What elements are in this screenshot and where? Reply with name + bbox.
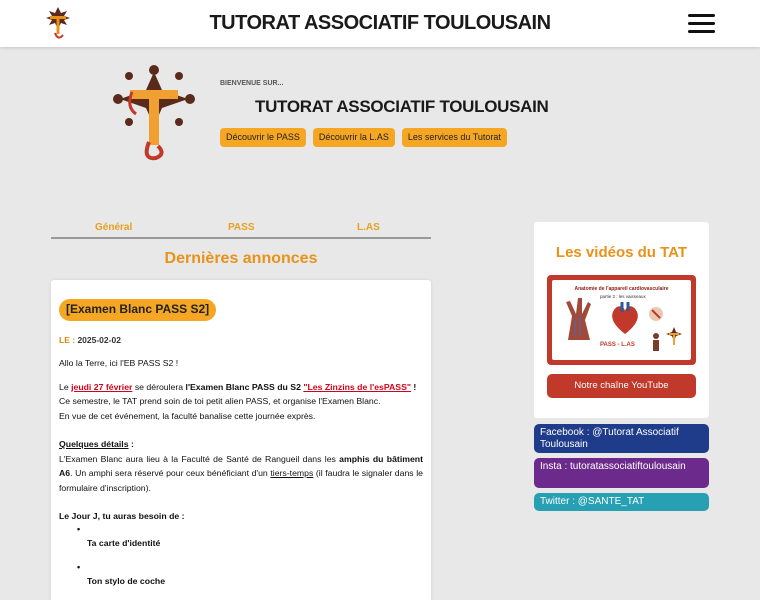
instagram-link[interactable]: Insta : tutoratassociatiftoulousain <box>534 458 709 488</box>
paragraph-3: En vue de cet événement, la faculté banalise cette journée exprès. <box>59 410 316 421</box>
details-paragraph <box>59 452 423 496</box>
paragraph-2: Ce semestre, le TAT prend soin de toi petit alien PASS, et organise l'Examen Blanc. <box>59 396 381 406</box>
paragraph-1 <box>59 380 423 395</box>
details-colon: : <box>128 439 134 449</box>
tab-general[interactable]: Général <box>95 222 133 233</box>
tab-las[interactable]: L.AS <box>357 222 380 233</box>
details-title: Quelques détails <box>59 439 129 449</box>
hand-illustration-icon <box>558 296 598 342</box>
details-text-a: L'Examen Blanc aura lieu à la Faculté de Santé de Rangueil dans les <box>59 453 340 464</box>
p1-text-b: se déroulera <box>132 381 186 392</box>
vessel-illustration-icon <box>648 304 668 326</box>
p1-bold: l'Examen Blanc PASS du S2 <box>185 381 301 392</box>
tab-pass[interactable]: PASS <box>228 222 255 233</box>
p1-text: Le <box>59 381 72 392</box>
hero-title: TUTORAT ASSOCIATIF TOULOUSAIN <box>255 97 549 116</box>
hero-buttons <box>220 128 507 147</box>
details-bold: amphis du bâtiment A6 <box>59 453 423 478</box>
tiers-temps-link[interactable]: tiers-temps <box>270 468 314 478</box>
hamburger-icon[interactable] <box>688 14 715 34</box>
details-heading <box>59 437 423 452</box>
announcement-card <box>51 280 431 600</box>
p1-end: ! <box>411 381 417 392</box>
hero-welcome: BIENVENUE SUR... <box>220 80 284 87</box>
figure-illustration-icon <box>650 332 662 352</box>
tutorat-services-button[interactable]: Les services du Tutorat <box>402 128 507 147</box>
video-thumbnail[interactable] <box>547 275 696 365</box>
zinzins-link[interactable]: "Les Zinzins de l'esPASS" <box>303 381 411 392</box>
videos-title: Les vidéos du TAT <box>555 244 688 261</box>
list-item: • Ton stylo de coche <box>59 574 423 589</box>
facebook-link[interactable]: Facebook : @Tutorat Associatif Toulousain <box>534 424 709 453</box>
videos-panel <box>534 222 709 418</box>
thumbnail-inner <box>552 280 691 360</box>
date-value: 2025-02-02 <box>77 335 121 345</box>
tat-hero-logo <box>112 62 196 162</box>
thumb-subtitle: partie 2 : les vaisseaux <box>600 294 646 299</box>
announcement-date <box>59 335 121 345</box>
tat-mini-logo-icon <box>664 326 684 350</box>
thumb-tag: PASS - L.AS <box>600 342 635 348</box>
youtube-channel-button[interactable]: Notre chaîne YouTube <box>547 374 696 398</box>
section-heading: Dernières annonces <box>164 250 318 267</box>
date-label: LE : <box>59 335 76 345</box>
top-navbar <box>0 0 760 47</box>
announcement-tabs <box>51 219 431 239</box>
site-title[interactable]: TUTORAT ASSOCIATIF TOULOUSAIN <box>209 12 551 34</box>
details-text-c: (il faudra le signaler dans le formulaire d'inscription). <box>59 468 423 493</box>
twitter-link[interactable]: Twitter : @SANTE_TAT <box>534 493 709 511</box>
thumb-title: Anatomie de l'appareil cardiovasculaire <box>574 286 669 292</box>
discover-pass-button[interactable]: Découvrir le PASS <box>220 128 306 147</box>
date-link[interactable]: jeudi 27 février <box>71 381 133 392</box>
announcement-badge: [Examen Blanc PASS S2] <box>59 299 216 321</box>
discover-las-button[interactable]: Découvrir la L.AS <box>313 128 395 147</box>
details-text-b: . Un amphi sera réservé pour ceux bénéficiant d'un <box>70 468 271 478</box>
announcement-body <box>59 356 423 589</box>
day-heading: Le Jour J, tu auras besoin de : <box>59 511 185 521</box>
list-item: • Ta carte d'identité <box>59 536 423 551</box>
heart-illustration-icon <box>608 300 642 336</box>
greeting: Allo la Terre, ici l'EB PASS S2 ! <box>59 358 179 368</box>
